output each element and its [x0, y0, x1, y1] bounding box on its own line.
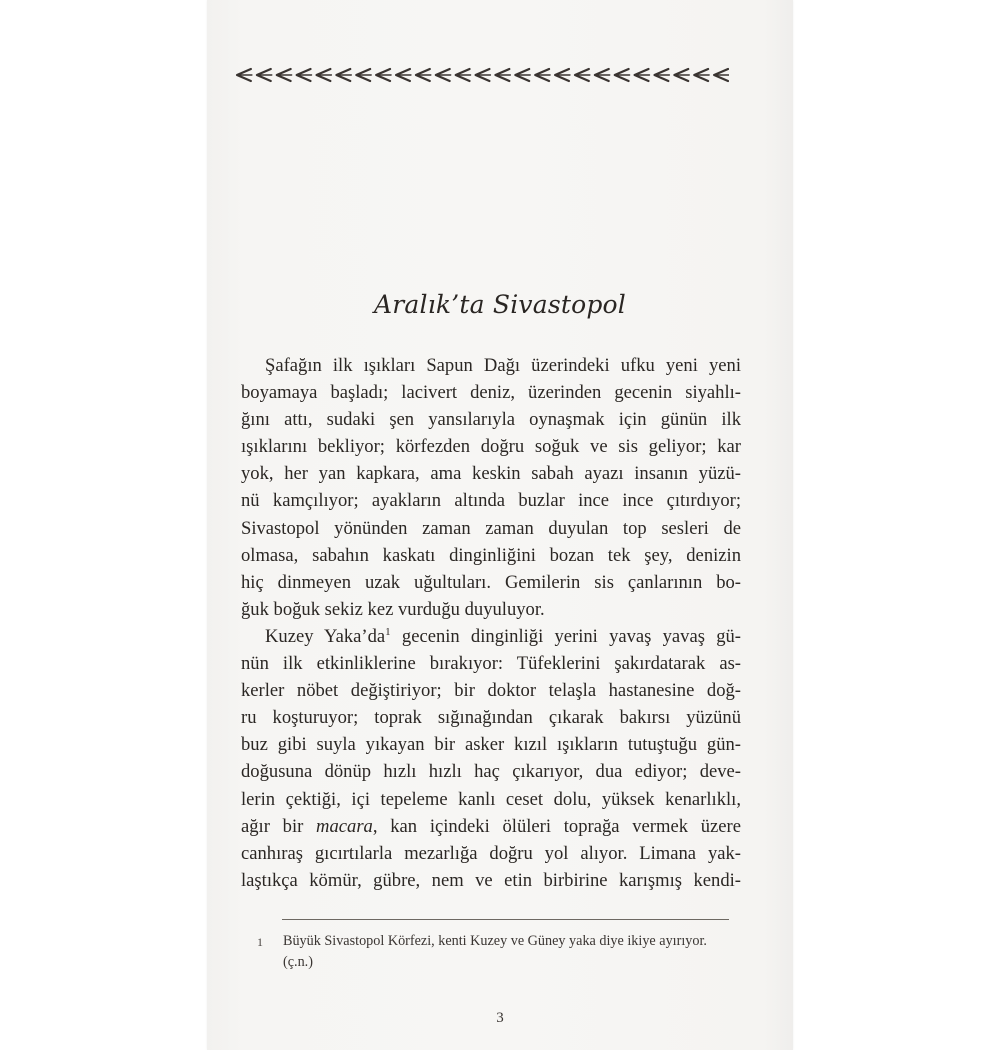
text-line: canhıraş gıcırtılarla mezarlığa doğru yol alıyor. Limana yak-: [241, 842, 741, 864]
text-line: Sivastopol yönünden zaman zaman duyulan top sesleri de: [241, 517, 741, 539]
text-line: ağır bir macara, kan içindeki ölüleri toprağa vermek üzere: [241, 815, 741, 837]
text-line: ru koşturuyor; toprak sığınağından çıkarak bakırsı yüzünü: [241, 707, 741, 729]
text-line: doğusuna dönüp hızlı hızlı haç çıkarıyor, dua ediyor; deve-: [241, 761, 741, 783]
text-line: kerler nöbet değiştiriyor; bir doktor telaşla hastanesine doğ-: [241, 680, 741, 702]
chapter-body: [241, 352, 741, 894]
paragraph-2: [241, 623, 741, 894]
text-line: ışıklarını bekliyor; körfezden doğru soğuk ve sis geliyor; kar: [241, 436, 741, 458]
footnote-reference: 1: [385, 625, 391, 638]
text-line: laştıkça kömür, gübre, nem ve etin birbirine karışmış kendi-: [241, 869, 741, 891]
footnote-text: Büyük Sivastopol Körfezi, kenti Kuzey ve Güney yaka diye ikiye ayırıyor. (ç.n.): [283, 933, 707, 970]
book-page: [207, 0, 793, 1050]
text-line: lerin çektiği, içi tepeleme kanlı ceset dolu, yüksek kenarlıklı,: [241, 788, 741, 810]
text-line: nü kamçılıyor; ayakların altında buzlar ince ince çıtırdıyor;: [241, 490, 741, 512]
text-line: ğını attı, sudaki şen yansılarıyla oynaşmak için günün ilk: [241, 409, 741, 431]
text-line: Kuzey Yaka’da$^1$ gecenin dinginliği yerini yavaş yavaş gü-: [265, 625, 741, 647]
text-line: ğuk boğuk sekiz kez vurduğu duyuluyor.: [241, 598, 545, 620]
paragraph-1: [241, 352, 741, 623]
chevron-border-ornament-icon: [232, 65, 729, 85]
chapter-title: Aralık’ta Sivastopol: [373, 290, 627, 319]
text-line: olmasa, sabahın kaskatı dinginliğini bozan tek şey, denizin: [241, 544, 741, 566]
text-line: hiç dinmeyen uzak uğultuları. Gemilerin sis çanlarının bo-: [241, 571, 741, 593]
footnote-number: 1: [257, 935, 263, 949]
text-line: Şafağın ilk ışıkları Sapun Dağı üzerindeki ufku yeni yeni: [265, 355, 741, 376]
italic-term: macara: [316, 815, 373, 837]
text-line: buz gibi suyla yıkayan bir asker kızıl ışıkların tutuştuğu gün-: [241, 734, 741, 756]
page-number: 3: [496, 1010, 504, 1026]
footnote-divider: [282, 919, 729, 920]
text-line: nün ilk etkinliklerine bırakıyor: Tüfeklerini şakırdatarak as-: [241, 653, 741, 675]
text-line: boyamaya başladı; lacivert deniz, üzerinden gecenin siyahlı-: [241, 382, 741, 404]
text-line: yok, her yan kapkara, ama keskin sabah ayazı insanın yüzü-: [241, 463, 741, 485]
